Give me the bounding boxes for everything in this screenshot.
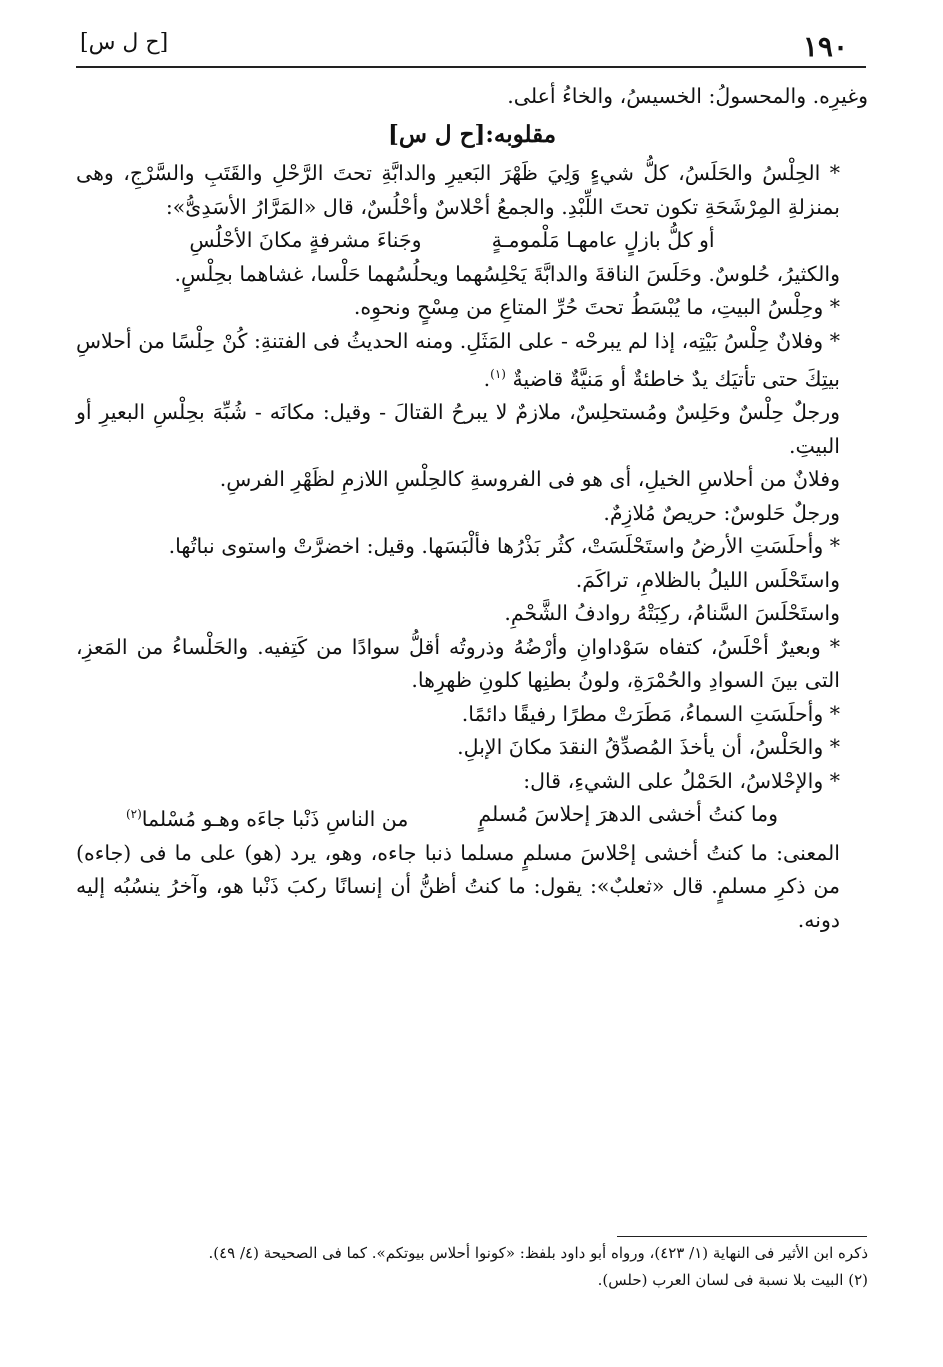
footnote-rule (617, 1236, 867, 1237)
header-rule (76, 66, 866, 68)
paragraph: * والإحْلاسُ، الحَمْلُ على الشيءِ، قال: (523, 768, 840, 793)
paragraph: * والحَلْسُ، أن يأخذَ المُصدِّقُ النقدَ مكانَ الإبلِ. (457, 735, 840, 760)
paragraph: * وحِلْسُ البيتِ، ما يُبْسَطُ تحتَ حُرِّ المتاعِ من مِسْحٍ ونحوِه. (353, 295, 840, 319)
verse-hemistich-first: أو كلُّ بازلٍ عامهـا مَلْمومـةٍ (491, 228, 715, 252)
paragraph: وفلانٌ من أحلاسِ الخيلِ، أى هو فى الفروسةِ كالحِلْسِ اللازمِ لظَهْرِ الفرسِ. (219, 467, 840, 492)
paragraph: * وفلانٌ حِلْسُ بَيْتِه، إذا لم يبرحْه - على المَثَلِ. ومنه الحديثُ فى الفتنةِ: كُنْ حِلْسًا من أحلاسِ بيتِكَ حتى تأتيَك يدٌ خاطئةٌ أو مَنيَّةٌ قاضيةٌ $^{(١)}$. (76, 328, 840, 391)
paragraph: واستَحْلَسَ السَّنامُ، ركِبَتْهُ روادفُ الشَّحْمِ. (504, 601, 840, 626)
paragraph: * وبعيرٌ أحْلَسُ، كتفاه سَوْداوانِ وأرْضُهُ وذروتُه أقلُّ سوادًا من كَتِفيه. والحَلْساءُ من المَعزِ، التى بينَ السوادِ والحُمْرَةِ، ولونُ بطنِها كلونِ ظهرِها. (76, 634, 840, 693)
verse-hemistich-second: وجَناءَ مشرفةٍ مكانَ الأحْلُسِ (189, 228, 422, 252)
verse-line (76, 798, 868, 836)
section-heading: مقلوبه:[ح ل س] (387, 120, 557, 148)
paragraph: * الحِلْسُ والحَلَسُ، كلُّ شيءٍ وَلِيَ ظَهْرَ البَعيرِ والدابَّةِ تحتَ الرَّحْلِ والقَتَبِ والسَّرْجِ، وهى بمنزلةِ المِرْشَحَةِ تكون تحتَ اللِّبْدِ. والجمعُ أحْلاسٌ وأحْلُسٌ، قال «المَرَّارُ الأسَدِىُّ»: (76, 161, 840, 219)
paragraph: * وأحلَسَتِ السماءُ، مَطَرَتْ مطرًا رفيقًا دائمًا. (461, 701, 840, 726)
footnote-marker: (١) (490, 367, 506, 381)
page-number: ١٩٠ (802, 30, 848, 63)
paragraph-text: * وفلانٌ حِلْسُ بَيْتِه، إذا لم يبرحْه - على المَثَلِ. ومنه الحديثُ فى الفتنةِ: كُنْ حِلْسًا من أحلاسِ بيتِكَ حتى تأتيَك يدٌ خاطئةٌ أو مَنيَّةٌ قاضيةٌ (76, 328, 840, 391)
paragraph: المعنى: ما كنتُ أخشى إحْلاسَ مسلمٍ مسلما ذنبا جاءه، وهو، يرد (هو) على ما فى (جاءه) من ذكرِ مسلمٍ. قال «ثعلبٌ»: يقول: ما كنتُ أظنُّ أن إنسانًا ركبَ ذَنْبا هو، وآخرُ ينسُبُه إليه دونه. (76, 840, 840, 932)
paragraph: وغيرِه. والمحسولُ: الخسيسُ، والخاءُ أعلى. (507, 84, 868, 108)
paragraph: ورجلٌ حِلْسٌ وحَلِسٌ ومُستحلِسٌ، ملازمٌ لا يبرحُ القتالَ - وقيل: مكانَه - شُبِّهَ بحِلْسِ البعيرِ أو البيتِ. (76, 400, 840, 458)
paragraph: والكثيرُ، حُلوسٌ. وحَلَسَ الناقةَ والدابَّةَ يَحْلِسُهما ويحلُسُهما حَلْسا، غشاهما بحِلْسٍ. (174, 261, 840, 286)
footnote: ذكره ابن الأثير فى النهاية (١/ ٤٢٣)، ورواه أبو داود بلفظ: «كونوا أحلاس بيوتكم». كما فى الصحيحة (٤/ ٤٩). (208, 1244, 868, 1262)
footnote: (٢) البيت بلا نسبة فى لسان العرب (حلس). (597, 1271, 868, 1289)
footnote-marker: (٢) (125, 807, 142, 822)
verse-hemistich-first: وما كنتُ أخشى الدهرَ إحلاسَ مُسلمٍ (478, 802, 779, 827)
verse-hemistich-text: من الناسِ ذَنْبا جاءَه وهـو مُسْلما (141, 807, 409, 832)
paragraph: ورجلٌ حَلوسٌ: حريصٌ مُلازِمٌ. (603, 500, 840, 525)
running-head: [ح ل س] (80, 30, 169, 55)
paragraph: * وأحلَسَتِ الأرضُ واستَحْلَسَتْ، كثُر بَذْرُها فألْبَسَها. وقيل: اخضرَّتْ واستوى نباتُها. (168, 534, 840, 559)
paragraph: واستَحْلَس الليلُ بالظلامِ، تراكَمَ. (575, 567, 840, 592)
footnotes (76, 1240, 868, 1294)
verse-hemistich-second (126, 798, 408, 836)
main-text (76, 80, 868, 937)
verse-line (76, 224, 868, 258)
